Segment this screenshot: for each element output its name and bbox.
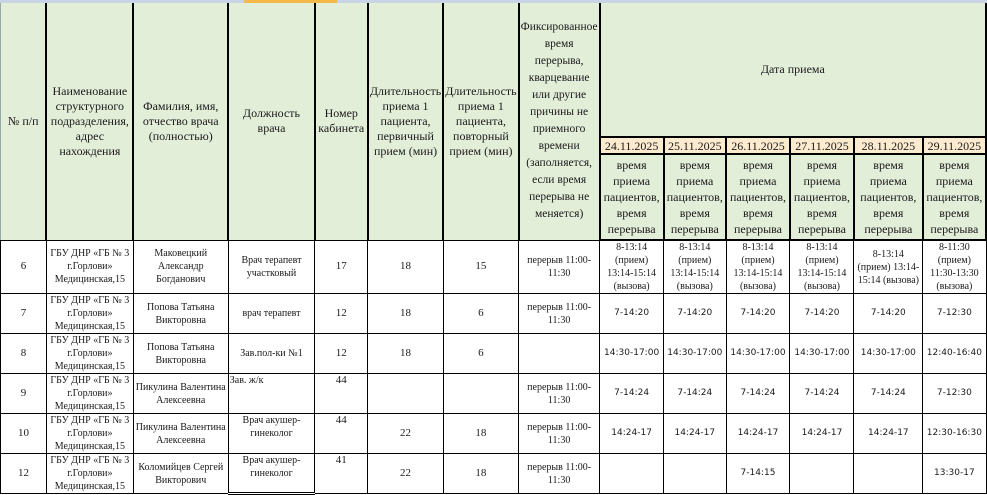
cell-schedule[interactable]: 7-14:20 [854, 294, 923, 334]
table-row [1, 454, 987, 494]
cell-unit[interactable]: ГБУ ДНР «ГБ № 3 г.Горлови» Медицинская,15 [46, 240, 133, 294]
cell-num[interactable]: 7 [1, 294, 47, 334]
cell-primary[interactable]: 22 [368, 454, 443, 494]
cell-schedule[interactable]: 14:30-17:00 [854, 334, 923, 374]
header-doctor-name: Фамилия, имя, отчество врача (полностью) [133, 3, 228, 240]
cell-primary[interactable]: 18 [368, 334, 443, 374]
date-header: 25.11.2025 [664, 137, 726, 154]
cell-break[interactable]: перерыв 11:00-11:30 [519, 454, 600, 494]
date-header: 26.11.2025 [726, 137, 790, 154]
cell-schedule[interactable]: 7-14:24 [600, 374, 664, 414]
header-repeat-duration: Длительность приема 1 пациента, повторный прием (мин) [443, 3, 518, 240]
cell-position[interactable]: Зав.пол-ки №1 [228, 334, 314, 374]
cell-doctor-name[interactable]: Маковецкий Александр Богданович [133, 240, 228, 294]
cell-repeat[interactable]: 18 [443, 414, 518, 454]
cell-schedule[interactable]: 7-14:24 [790, 374, 854, 414]
table-row [1, 374, 987, 414]
header-num: № п/п [1, 3, 47, 240]
cell-schedule[interactable]: 7-14:24 [664, 374, 726, 414]
cell-unit[interactable]: ГБУ ДНР «ГБ № 3 г.Горлови» Медицинская,15 [46, 374, 133, 414]
cell-num[interactable]: 10 [1, 414, 47, 454]
cell-schedule[interactable]: 12:30-16:30 [923, 414, 986, 454]
cell-schedule[interactable]: 14:24-17 [854, 414, 923, 454]
cell-schedule[interactable]: 8-13:14 (прием) 13:14-15:14 (вызова) [726, 240, 790, 294]
cell-repeat[interactable]: 18 [443, 454, 518, 494]
cell-unit[interactable]: ГБУ ДНР «ГБ № 3 г.Горлови» Медицинская,15 [46, 414, 133, 454]
cell-doctor-name[interactable]: Пикулина Валентина Алексеевна [133, 374, 228, 414]
cell-primary[interactable]: 18 [368, 240, 443, 294]
cell-repeat[interactable]: 6 [443, 334, 518, 374]
cell-position[interactable]: врач терапевт [228, 294, 314, 334]
cell-repeat[interactable] [443, 374, 518, 414]
cell-schedule[interactable]: 7-14:20 [664, 294, 726, 334]
header-unit: Наименование структурного подразделения, адрес нахождения [46, 3, 133, 240]
cell-schedule[interactable]: 7-14:20 [600, 294, 664, 334]
table-row [1, 240, 987, 294]
header-dates-group: Дата приема [600, 3, 986, 137]
cell-schedule[interactable]: 7-14:20 [790, 294, 854, 334]
cell-schedule[interactable]: 12:40-16:40 [923, 334, 986, 374]
cell-schedule[interactable]: 14:24-17 [790, 414, 854, 454]
date-subheader: время приема пациентов, время перерыва [664, 154, 726, 240]
date-header: 24.11.2025 [600, 137, 664, 154]
cell-num[interactable]: 9 [1, 374, 47, 414]
cell-schedule[interactable] [854, 454, 923, 494]
cell-room[interactable]: 41 [315, 454, 368, 494]
cell-position[interactable]: Врач терапевт участковый [228, 240, 314, 294]
cell-num[interactable]: 6 [1, 240, 47, 294]
header-position: Должность врача [228, 3, 314, 240]
cell-room[interactable]: 44 [315, 414, 368, 454]
cell-schedule[interactable]: 14:30-17:00 [600, 334, 664, 374]
cell-break[interactable]: перерыв 11:00-11:30 [519, 240, 600, 294]
header-primary-duration: Длительность приема 1 пациента, первичный прием (мин) [368, 3, 443, 240]
cell-doctor-name[interactable]: Коломийцев Сергей Викторович [133, 454, 228, 494]
date-header: 29.11.2025 [923, 137, 986, 154]
cell-schedule[interactable]: 7-14:20 [726, 294, 790, 334]
cell-schedule[interactable]: 14:24-17 [726, 414, 790, 454]
cell-position[interactable]: Врач акушер-гинеколог [228, 414, 314, 454]
cell-break[interactable]: перерыв 11:00-11:30 [519, 374, 600, 414]
cell-schedule[interactable]: 14:30-17:00 [790, 334, 854, 374]
cell-schedule[interactable]: 8-11:30 (прием) 11:30-13:30 (вызова) [923, 240, 986, 294]
cell-unit[interactable]: ГБУ ДНР «ГБ № 3 г.Горлови» Медицинская,15 [46, 294, 133, 334]
cell-repeat[interactable]: 15 [443, 240, 518, 294]
cell-schedule[interactable]: 7-14:24 [726, 374, 790, 414]
cell-schedule[interactable]: 7-14:24 [854, 374, 923, 414]
cell-schedule[interactable]: 7-12:30 [923, 374, 986, 414]
cell-schedule[interactable]: 8-13:14 (прием) 13:14-15:14 (вызова) [600, 240, 664, 294]
cell-schedule[interactable]: 13:30-17 [923, 454, 986, 494]
cell-unit[interactable]: ГБУ ДНР «ГБ № 3 г.Горлови» Медицинская,15 [46, 454, 133, 494]
cell-room[interactable]: 17 [315, 240, 368, 294]
cell-schedule[interactable] [600, 454, 664, 494]
cell-room[interactable]: 12 [315, 294, 368, 334]
cell-room[interactable]: 12 [315, 334, 368, 374]
date-header: 27.11.2025 [790, 137, 854, 154]
cell-schedule[interactable]: 14:30-17:00 [664, 334, 726, 374]
date-subheader: время приема пациентов, время перерыва [790, 154, 854, 240]
header-room: Номер кабинета [315, 3, 368, 240]
date-subheader: время приема пациентов, время перерыва [726, 154, 790, 240]
cell-schedule[interactable]: 8-13:14 (прием) 13:14-15:14 (вызова) [854, 240, 923, 294]
cell-doctor-name[interactable]: Попова Татьяна Викторовна [133, 334, 228, 374]
cell-doctor-name[interactable]: Попова Татьяна Викторовна [133, 294, 228, 334]
cell-unit[interactable]: ГБУ ДНР «ГБ № 3 г.Горлови» Медицинская,15 [46, 334, 133, 374]
table-row [1, 414, 987, 454]
cell-schedule[interactable]: 7-12:30 [923, 294, 986, 334]
date-header: 28.11.2025 [854, 137, 923, 154]
cell-schedule[interactable] [664, 454, 726, 494]
appointment-schedule-table [0, 3, 987, 495]
cell-break[interactable] [519, 334, 600, 374]
cell-position[interactable]: Врач акушер-гинеколог [228, 454, 314, 494]
date-subheader: время приема пациентов, время перерыва [854, 154, 923, 240]
cell-break[interactable]: перерыв 11:00-11:30 [519, 294, 600, 334]
cell-schedule[interactable]: 8-13:14 (прием) 13:14-15:14 (вызова) [664, 240, 726, 294]
date-subheader: время приема пациентов, время перерыва [600, 154, 664, 240]
cell-room[interactable]: 44 [315, 374, 368, 414]
cell-repeat[interactable]: 6 [443, 294, 518, 334]
cell-schedule[interactable]: 7-14:15 [726, 454, 790, 494]
cell-break[interactable]: перерыв 11:00-11:30 [519, 414, 600, 454]
table-row [1, 294, 987, 334]
cell-primary[interactable] [368, 374, 443, 414]
cell-num[interactable]: 12 [1, 454, 47, 494]
cell-schedule[interactable]: 14:24-17 [600, 414, 664, 454]
date-subheader: время приема пациентов, время перерыва [923, 154, 986, 240]
cell-schedule[interactable]: 8-13:14 (прием) 13:14-15:14 (вызова) [790, 240, 854, 294]
cell-num[interactable]: 8 [1, 334, 47, 374]
cell-schedule[interactable]: 14:24-17 [664, 414, 726, 454]
cell-schedule[interactable]: 14:30-17:00 [726, 334, 790, 374]
table-row [1, 334, 987, 374]
cell-schedule[interactable] [790, 454, 854, 494]
cell-doctor-name[interactable]: Пикулина Валентина Алексеевна [133, 414, 228, 454]
cell-position[interactable]: Зав. ж/к [228, 374, 314, 414]
cell-primary[interactable]: 22 [368, 414, 443, 454]
cell-primary[interactable]: 18 [368, 294, 443, 334]
header-break: Фиксированное время перерыва, кварцевание или другие причины не приемного времени (заполняется, если время перерыва не меняется) [519, 3, 600, 240]
